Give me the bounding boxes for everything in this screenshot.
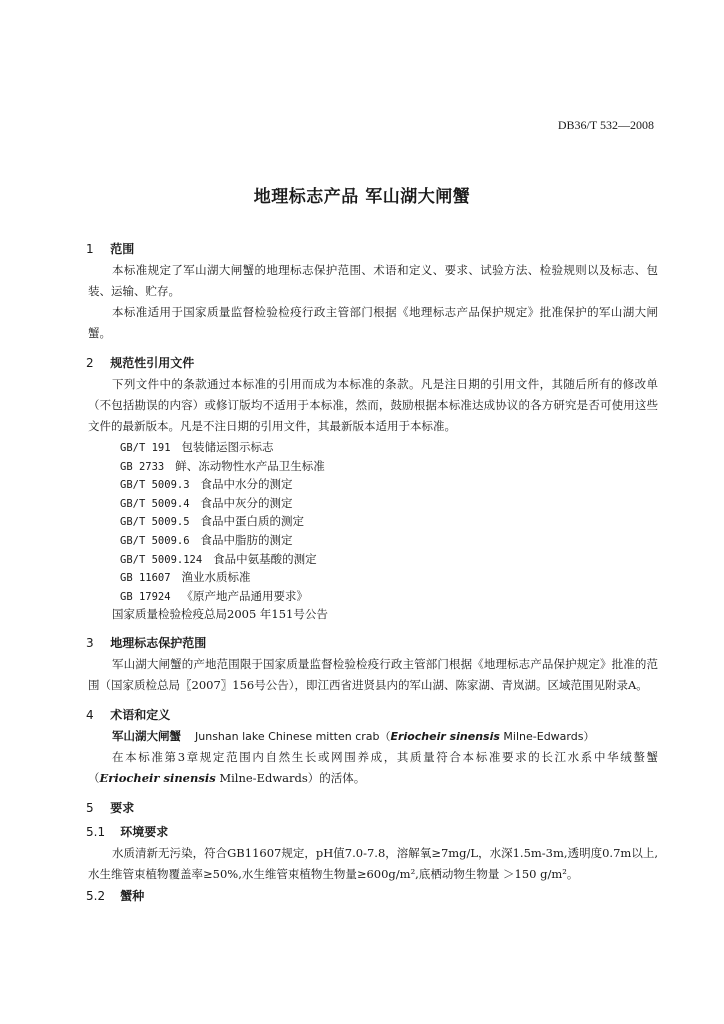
paragraph: 本标准规定了军山湖大闸蟹的地理标志保护范围、术语和定义、要求、试验方法、检验规则以及标志、包装、运输、贮存。	[88, 263, 658, 298]
section-title: 范围	[110, 242, 135, 256]
section-number: 5.1	[86, 824, 106, 839]
section-3-heading	[86, 632, 658, 654]
reference-item: GB/T 5009.6 食品中脂肪的测定	[120, 532, 293, 547]
subsection-5-1-heading	[86, 821, 658, 843]
reference-item: GB 17924 《原产地产品通用要求》	[120, 588, 309, 603]
reference-item: 国家质量检验检疫总局2005 年151号公告	[112, 607, 328, 622]
section-1-heading	[86, 238, 658, 260]
term-chinese: 军山湖大闸蟹	[112, 728, 181, 743]
section-number: 4	[86, 707, 94, 722]
term-entry	[88, 726, 658, 747]
reference-item: GB/T 5009.3 食品中水分的测定	[120, 477, 293, 492]
paragraph: 本标准适用于国家质量监督检验检疫行政主管部门根据《地理标志产品保护规定》批准保护的军山湖大闸蟹。	[88, 305, 658, 340]
paragraph: 水质清新无污染，符合GB11607规定，pH值7.0-7.8，溶解氧≥7mg/L，水深1.5m-3m,透明度0.7m以上,水生维管束植物覆盖率≥50%,水生维管束植物生物量≥600g/m²,底栖动物生物量 ＞150 g/m²。	[88, 845, 658, 881]
section-number: 1	[86, 242, 94, 256]
reference-item: GB 2733 鲜、冻动物性水产品卫生标准	[120, 458, 325, 473]
subsection-5-2-heading	[86, 885, 658, 907]
section-title: 地理标志保护范围	[110, 635, 207, 650]
document-number: DB36/T 532—2008	[557, 118, 654, 132]
section-number: 5.2	[86, 888, 106, 903]
section-number: 3	[86, 635, 94, 650]
section-5-heading	[86, 797, 658, 819]
section-title: 环境要求	[120, 824, 169, 839]
section-number: 2	[86, 356, 94, 370]
section-number: 5	[86, 800, 94, 815]
section-title: 蟹种	[120, 888, 145, 903]
reference-item: GB 11607 渔业水质标准	[120, 570, 251, 585]
term-english: Junshan lake Chinese mitten crab（Eriocheir sinensis Milne-Edwards）	[195, 729, 595, 743]
section-title: 规范性引用文件	[110, 356, 195, 370]
section-title: 术语和定义	[110, 707, 171, 722]
paragraph: 军山湖大闸蟹的产地范围限于国家质量监督检验检疫行政主管部门根据《地理标志产品保护规定》批准的范围（国家质检总局〖2007〗156号公告），即江西省进贤县内的军山湖、陈家湖、青岚湖。区域范围见附录A。	[88, 656, 658, 692]
paragraph: 下列文件中的条款通过本标准的引用而成为本标准的条款。凡是注日期的引用文件，其随后所有的修改单（不包括勘误的内容）或修订版均不适用于本标准，然而，鼓励根据本标准达成协议的各方研究是否可使用这些文件的最新版本。凡是不注日期的引用文件，其最新版本适用于本标准。	[88, 377, 658, 433]
section-2-heading	[86, 352, 658, 374]
reference-item: GB/T 5009.124 食品中氨基酸的测定	[120, 551, 317, 566]
section-title: 要求	[110, 800, 135, 815]
section-4-heading	[86, 704, 658, 726]
reference-item: GB/T 191 包装储运图示标志	[120, 440, 274, 454]
page-title: 地理标志产品 军山湖大闸蟹	[253, 187, 471, 207]
document-body	[88, 238, 658, 907]
term-definition: 在本标准第3章规定范围内自然生长或网围养成，其质量符合本标准要求的长江水系中华绒螯蟹（Eriocheir sinensis Milne-Edwards）的活体。	[88, 749, 658, 785]
reference-item: GB/T 5009.5 食品中蛋白质的测定	[120, 514, 305, 529]
reference-item: GB/T 5009.4 食品中灰分的测定	[120, 495, 293, 510]
